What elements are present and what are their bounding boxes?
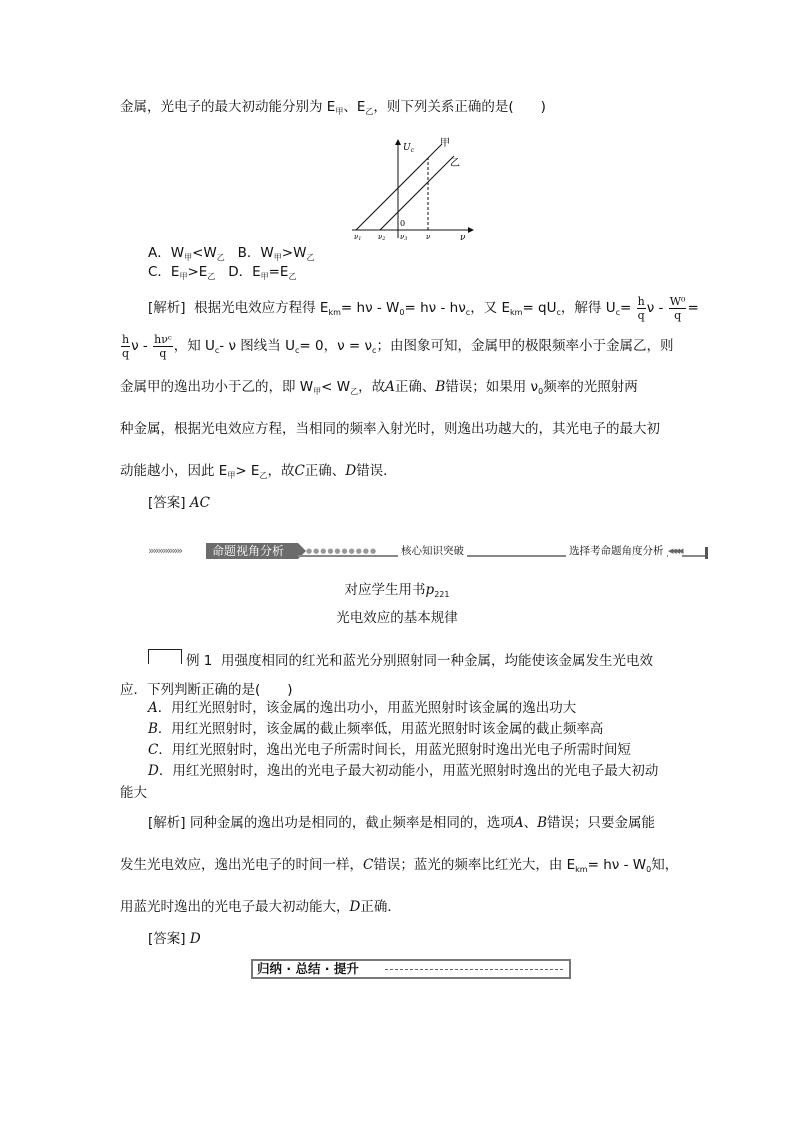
analysis2-line2: 发生光电效应，逸出光电子的时间一样，C错误；蓝光的频率比红光大，由 $E_{km}= h\nu - W_0$知， — [120, 857, 679, 874]
banner-end-bar — [705, 547, 708, 559]
example-bracket — [148, 649, 182, 664]
dots-icon: ●●●●●●●●●● — [306, 547, 378, 555]
y-axis-arrow — [395, 139, 401, 145]
analysis1-line4: 种金属，根据光电效应方程，当相同的频率入射光时，则逸出功越大的，其光电子的最大初 — [120, 421, 660, 437]
intro-line: 金属，光电子的最大初动能分别为 $E_甲$、$E_乙$，则下列关系正确的是( ) — [120, 99, 546, 116]
banner-right-label: 选择考命题角度分析 — [566, 543, 667, 559]
example1-option-d: D．用红光照射时，逸出的光电子最大初动能小，用蓝光照射时逸出的光电子最大初动 — [148, 763, 659, 779]
example1-line1: 例 1 用强度相同的红光和蓝光分别照射同一种金属，均能使该金属发生光电效 — [186, 653, 653, 669]
tick-nu: ν — [426, 233, 431, 241]
line-label-yi: 乙 — [450, 158, 460, 169]
y-axis-label: $U_c$ — [403, 143, 414, 154]
analysis1-line1: [解析] 根据光电效应方程得 $E_{km}= h\nu - W_0= h\nu - h\nu_c$，又 $E_{km}= qU_c$，解得 $U_c=$ $\frac{h}{q}$ ν - $\frac{\text{W⁰}}{q}$ = — [148, 294, 699, 322]
banner-tab: 命题视角分析 — [206, 543, 298, 559]
summary-bar-dash — [385, 969, 563, 970]
example1-option-d-cont: 能大 — [120, 785, 147, 801]
origin-label: 0 — [400, 219, 406, 228]
example1-line2: 应．下列判断正确的是( ) — [120, 682, 293, 698]
q1-options-cd: C．$E_甲>E_乙$ D．$E_甲=E_乙$ — [148, 264, 297, 281]
x-axis-arrow — [468, 227, 474, 233]
example1-option-a: A．用红光照射时，该金属的逸出功小，用蓝光照射时该金属的逸出功大 — [148, 700, 577, 716]
summary-bar-label: 归纳 · 总结 · 提升 — [257, 961, 359, 976]
banner-center-label: 核心知识突破 — [398, 543, 467, 559]
section-banner — [148, 543, 708, 559]
analysis1-line3: 金属甲的逸出功小于乙的，即 $W_甲< W_乙$，故A正确、B错误；如果用 $\nu_0$频率的光照射两 — [120, 379, 638, 396]
fraction-h-over-q-2: $\frac{h}{q}$ — [122, 332, 130, 360]
tick-nu3: ν3 — [400, 233, 408, 242]
section-title: 光电效应的基本规律 — [336, 610, 458, 626]
answer2: [答案] D — [148, 931, 201, 947]
ref-line: 对应学生用书$p_{221}$ — [344, 582, 450, 599]
analysis2-line1: [解析] 同种金属的逸出功是相同的，截止频率是相同的，选项A、B错误；只要金属能 — [148, 815, 656, 831]
fraction-h-over-q: $\frac{h}{q}$ — [637, 294, 645, 322]
arrow-left-icon: ◀◀◀◀ — [668, 547, 682, 555]
analysis1-line5: 动能越小，因此 $E_甲> E_乙$，故C正确、D错误． — [120, 463, 397, 480]
uc-nu-graph — [350, 136, 480, 242]
analysis2-line3: 用蓝光时逸出的光电子最大初动能大，D正确． — [120, 899, 401, 915]
example1-option-b: B．用红光照射时，该金属的截止频率低，用蓝光照射时该金属的截止频率高 — [148, 721, 604, 737]
q1-options-ab: A．$W_甲<W_乙$ B．$W_甲>W_乙$ — [148, 245, 315, 262]
answer1: [答案] AC — [148, 495, 210, 511]
tick-nu1: ν1 — [354, 233, 362, 242]
analysis1-line2: $\frac{h}{q}$ ν - $\frac{\text{hνᶜ}}{q}$ ，知 $U_c-$ ν 图线当 $U_c= 0$，$\nu = \nu_c$；由图象可知，金属甲的极限频率小于金属乙，则 — [122, 332, 674, 360]
tick-nu2: ν2 — [378, 233, 386, 242]
x-axis-label: ν — [460, 233, 466, 242]
fraction-hvc-over-q: $\frac{\text{hνᶜ}}{q}$ — [154, 332, 172, 360]
summary-bar — [251, 959, 571, 979]
line-jia — [356, 144, 442, 230]
example1-option-c: C．用红光照射时，逸出光电子所需时间长，用蓝光照射时逸出光电子所需时间短 — [148, 742, 631, 758]
line-yi — [380, 156, 454, 230]
line-label-jia: 甲 — [440, 138, 450, 149]
chevron-icon: »»»»»»» — [148, 544, 182, 557]
fraction-w0-over-q: $\frac{\text{W⁰}}{q}$ — [669, 294, 686, 322]
